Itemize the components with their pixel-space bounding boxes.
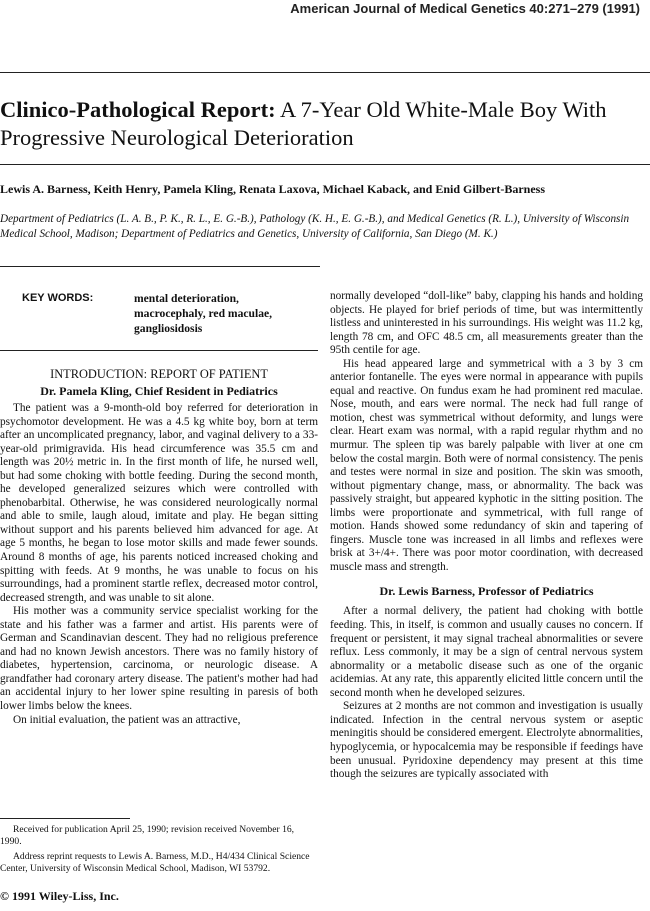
section-subheading: Dr. Lewis Barness, Professor of Pediatrics — [379, 584, 594, 599]
section-heading: INTRODUCTION: REPORT OF PATIENT — [50, 367, 268, 381]
keywords-top-rule — [0, 266, 320, 267]
affiliations: Department of Pediatrics (L. A. B., P. K., R. L., E. G.-B.), Pathology (K. H., E. G.-B.), and Medical Genetics (R. L.), University of Wisconsin Medical School, Madison; Department of Pediatrics and Genetics, University of California, San Diego (M. K.) — [0, 213, 630, 240]
keywords-block — [0, 291, 318, 336]
title-rest: A 7-Year Old White-Male Boy With Progressive Neurological Deterioration — [0, 97, 607, 150]
author-list: Lewis A. Barness, Keith Henry, Pamela Kling, Renata Laxova, Michael Kaback, and Enid Gilbert-Barness — [0, 182, 546, 196]
title-top-rule — [0, 72, 650, 73]
article-title — [0, 96, 640, 152]
title-bold: Clinico-Pathological Report: — [0, 97, 276, 122]
title-bottom-rule — [0, 164, 650, 165]
journal-citation: American Journal of Medical Genetics 40:271–279 (1991) — [290, 1, 640, 16]
right-column — [330, 290, 643, 782]
keywords-label: KEY WORDS: — [22, 292, 94, 304]
paragraph: normally developed “doll-like” baby, clapping his hands and holding objects. He played for brief periods of time, but was intermittently listless and uninterested in his surroundings. His weight was 11.2 kg, length 78 cm, and OFC 48.5 cm, all measurements greater than the 95th centile for age. — [330, 290, 643, 357]
footnotes — [0, 818, 318, 878]
paragraph: The patient was a 9-month-old boy referred for deterioration in psychomotor development. He was a 4.5 kg white boy, born at term after an uncomplicated pregnancy, labor, and vaginal delivery to a 33-year-old primigravida. His head circumference was 35.5 cm and length was 20½ metric in. In the first month of life, he nursed well, but had some choking with bottle feeding. During the second month, he developed generalized seizures which were controlled with phenobarbital. Otherwise, he was considered neurologically normal and able to smile, laugh aloud, imitate and play. He began sitting without support and his parents believed him advanced for age. At age 5 months, he began to lose motor skills and made fewer sounds. Around 8 months of age, his parents noticed increased choking and spitting with feeds. At 9 months, he was unable to focus on his surroundings, had a prominent startle reflex, decreased motor control, decreased strength, and was unable to sit alone. — [0, 402, 318, 604]
paragraph: His head appeared large and symmetrical with a 3 by 3 cm anterior fontanelle. The eyes were normal in appearance with pupils equal and reactive. On fundus exam he had prominent red maculae. Nose, mouth, and ears were normal. The neck had full range of motion, chest was symmetrical without deformity, and lungs were clear. Heart exam was normal, with a rapid regular rhythm and no murmur. The spleen tip was barely palpable with liver at one cm below the costal margin. Both were of normal consistency. The penis and testes were normal in size and position. The skin was smooth, without pigmentary change, mass, or abnormality. The back was passively straight, but appeared kyphotic in the sitting position. The limbs were proportionate and symmetrical, with full range of motion. Hands showed some redundancy of skin and tapering of fingers. Muscle tone was increased in all limbs and reflexes were brisk at 3+/4+. There was poor motor coordination, with decreased muscle mass and strength. — [330, 357, 643, 573]
footnote-received: Received for publication April 25, 1990; revision received November 16, 1990. — [0, 824, 295, 848]
left-column — [0, 288, 318, 727]
keywords-value: mental deterioration, macrocephaly, red maculae, gangliosidosis — [134, 292, 273, 335]
footnote-reprint: Address reprint requests to Lewis A. Barness, M.D., H4/434 Clinical Science Center, University of Wisconsin Medical School, Madison, WI 53792. — [0, 850, 310, 875]
footnote-rule — [0, 818, 130, 819]
paragraph: Seizures at 2 months are not common and investigation is usually indicated. Infection in the central nervous system or aseptic meningitis should be considered emergent. Electrolyte abnormalities, hypoglycemia, or hypocalcemia may be responsible if feedings have been unusual. Pyridoxine dependency may present at this time though the seizures are typically associated with — [330, 700, 643, 781]
keywords-bottom-rule — [0, 350, 318, 351]
section-subheading: Dr. Pamela Kling, Chief Resident in Pediatrics — [40, 384, 278, 398]
copyright-notice: © 1991 Wiley-Liss, Inc. — [0, 889, 119, 903]
paragraph: On initial evaluation, the patient was an attractive, — [13, 713, 241, 726]
paragraph: His mother was a community service specialist working for the state and his father was a farmer and artist. His parents were of German and Scandinavian descent. They had no religious preference and had no known Jewish ancestors. There was no family history of diabetes, hypertension, carcinoma, or neurologic disease. A grandfather had coronary artery disease. The patient's mother had had an accidental injury to her lower spine resulting in paresis of both lower limbs below the knees. — [0, 605, 318, 713]
paragraph: After a normal delivery, the patient had choking with bottle feeding. This, in itself, is common and usually causes no concern. If frequent or persistent, it may signal tracheal abnormalities or severe reflux. Less commonly, it may be a sign of central nervous system abnormality or a metabolic disease such as one of the organic acidemias. At any rate, this apparently elicited little concern until the second month when he developed seizures. — [330, 605, 643, 699]
